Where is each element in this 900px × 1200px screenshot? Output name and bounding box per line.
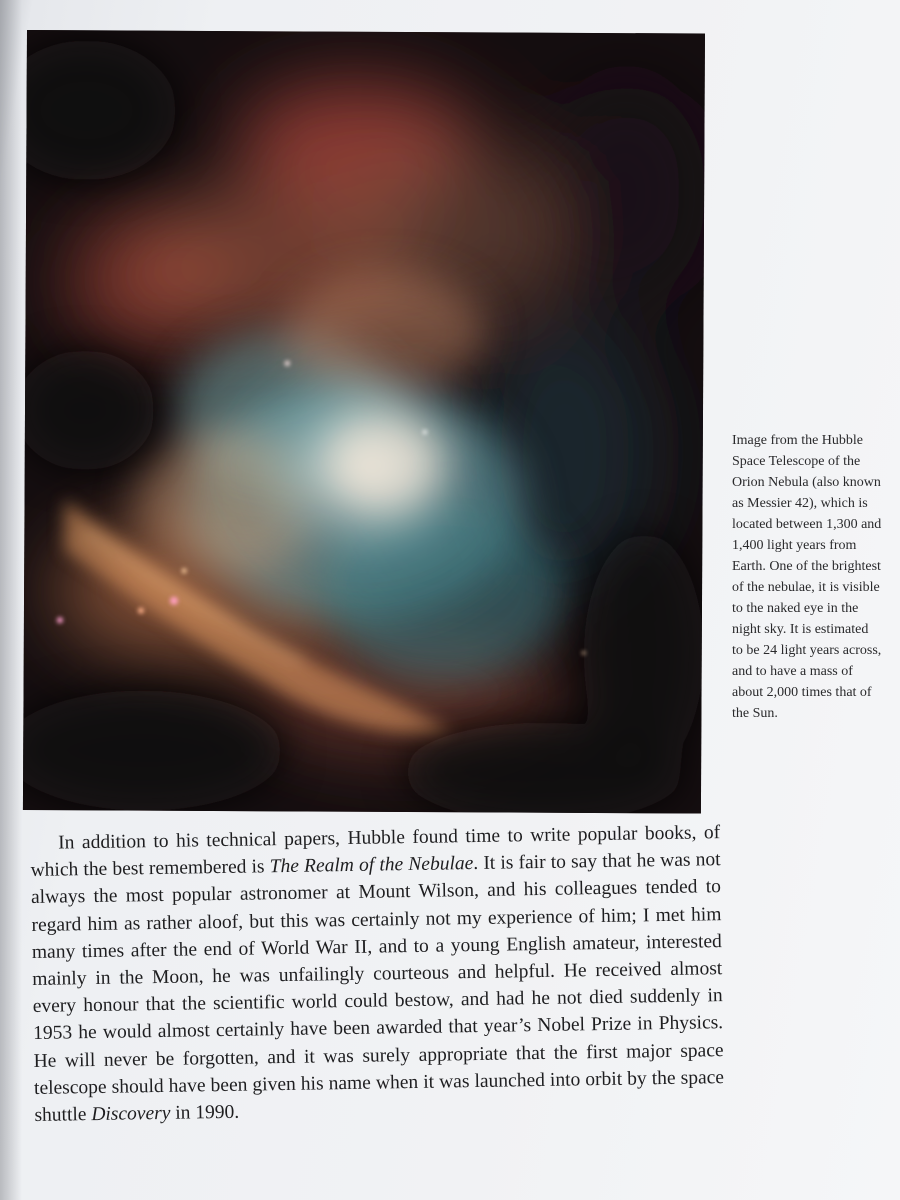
paragraph-text-part-3: in 1990. (170, 1101, 240, 1124)
paragraph-text-part-1: In addition to his technical papers, Hubble found time to write popular books, of which the best remembered is (30, 822, 721, 882)
paragraph-text-part-2: . It is fair to say that he was not always the most popular astronomer at Mount Wilson, and his colleagues tended to regard him as rather aloof, but this was certainly not my experience of him; I met him many times after the end of World War II, and to a young English amateur, interested mainly in the Moon, he was unfailingly courteous and helpful. He received almost every honour that the scientific world could bestow, and had he not died suddenly in 1953 he would almost certainly have been awarded that year’s Nobel Prize in Physics. He will never be forgotten, and it was surely appropriate that the first major space telescope should have been given his name when it was launched into orbit by the space shuttle (30, 849, 725, 1126)
shuttle-name: Discovery (91, 1102, 171, 1126)
orion-nebula-photo (23, 30, 705, 814)
figure-caption: Image from the Hubble Space Telescope of the Orion Nebula (also known as Messier 42), which is located between 1,300 and 1,400 light years from Earth. One of the brightest of the nebulae, it is visible to the naked eye in the night sky. It is estimated to be 24 light years across, and to have a mass of about 2,000 times that of the Sun. (732, 433, 882, 721)
book-title: The Realm of the Nebulae (269, 853, 474, 878)
nebula-image (23, 30, 705, 814)
body-paragraph (30, 819, 725, 1129)
page-gutter-shadow (0, 0, 22, 1200)
